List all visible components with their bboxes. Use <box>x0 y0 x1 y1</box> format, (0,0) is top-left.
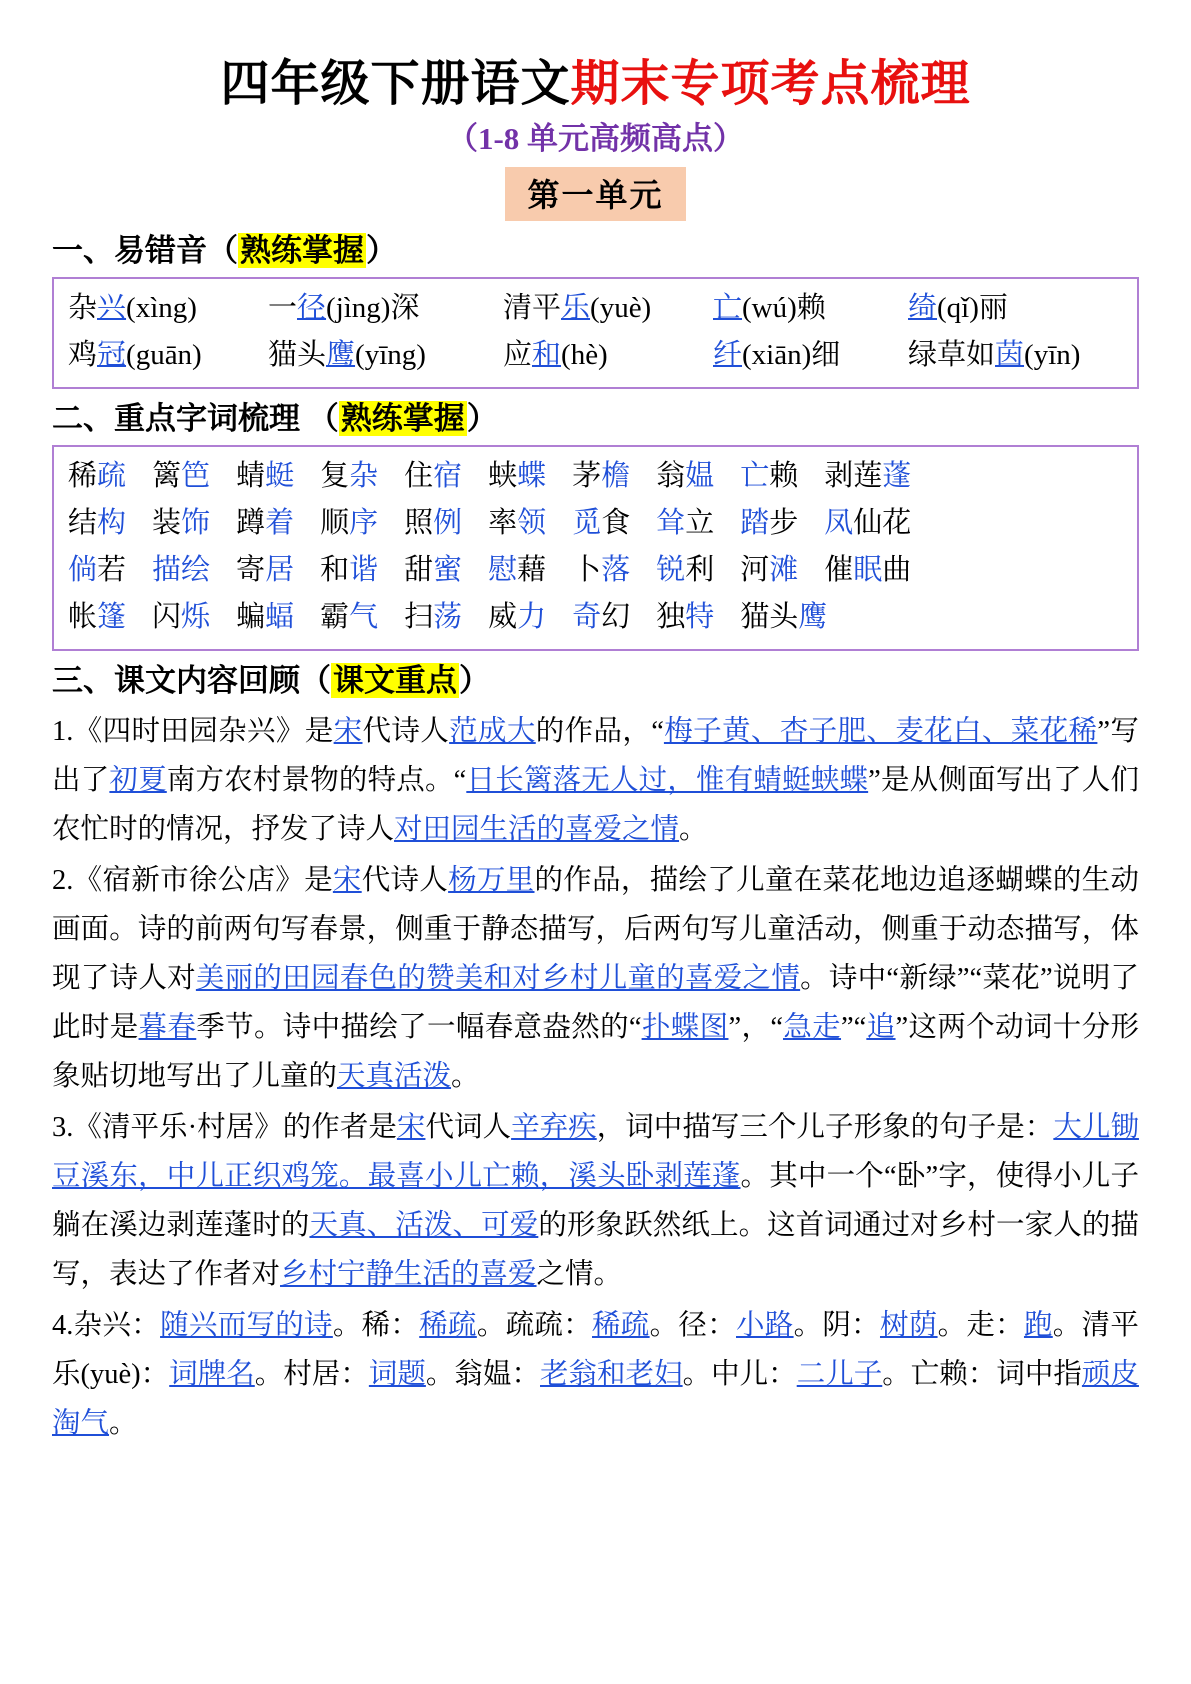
vocabulary-word <box>320 453 378 500</box>
word-char-black-tail: 幻 <box>601 600 631 633</box>
answer-text: 初夏 <box>109 765 167 797</box>
word-char-black: 霸 <box>320 600 350 633</box>
vocabulary-row <box>68 500 1127 547</box>
body-text: 。走： <box>937 1310 1024 1342</box>
vocabulary-word <box>152 594 210 641</box>
review-number: 2. <box>52 865 74 897</box>
answer-text: 宋 <box>333 716 363 748</box>
body-text: ，词中描写三个儿子形象的句子是： <box>596 1112 1054 1144</box>
word-char-blue: 疏 <box>97 460 127 493</box>
word-char-black: 装 <box>152 507 182 540</box>
answer-text: 宋 <box>396 1112 426 1144</box>
word-char-blue: 力 <box>517 600 547 633</box>
answer-text: 小路 <box>736 1310 794 1342</box>
answer-text: 急走 <box>782 1012 842 1044</box>
vocabulary-word <box>320 594 378 641</box>
pinyin-reading: (jìng) <box>326 291 391 324</box>
word-char-blue: 蓬 <box>882 460 912 493</box>
word-char-black: 蜻 <box>236 460 266 493</box>
body-text: 。 <box>109 1408 138 1440</box>
vocabulary-word <box>236 547 294 594</box>
answer-text: 顽皮淘气 <box>52 1359 1139 1440</box>
vocabulary-word <box>572 453 630 500</box>
pinyin-reading: (yīng) <box>355 338 426 371</box>
word-char-blue: 例 <box>433 507 463 540</box>
word-char-blue: 奇 <box>572 600 602 633</box>
word-char-blue: 特 <box>685 600 715 633</box>
section-3-tail: ） <box>459 662 490 698</box>
word-char-blue: 慰 <box>488 553 518 586</box>
word-char-blue: 蝠 <box>265 600 295 633</box>
word-char-black: 卜 <box>572 553 602 586</box>
pinyin-suffix: 深 <box>390 291 420 324</box>
word-char-blue: 蜜 <box>433 553 463 586</box>
word-char-blue: 滩 <box>769 553 799 586</box>
section-1-tail: ） <box>366 232 397 268</box>
vocabulary-word <box>236 453 294 500</box>
body-text: 。 <box>451 1061 480 1093</box>
page-subtitle: （1-8 单元高频高点） <box>446 120 745 156</box>
section-heading-2 <box>52 399 1139 439</box>
vocabulary-word <box>656 500 714 547</box>
answer-text: 梅子黄、杏子肥、麦花白、菜花稀 <box>663 716 1098 748</box>
answer-text: 词题 <box>368 1359 426 1391</box>
word-char-black: 闪 <box>152 600 182 633</box>
pinyin-prefix: 绿草如 <box>908 338 996 371</box>
vocabulary-word <box>656 594 714 641</box>
word-char-black: 率 <box>488 507 518 540</box>
vocabulary-word <box>740 594 827 641</box>
vocabulary-word <box>152 500 210 547</box>
answer-text: 天真、活泼、可爱 <box>309 1210 539 1242</box>
answer-text: 扑蝶图 <box>641 1012 729 1044</box>
section-1-title: 易错音（ <box>114 232 238 268</box>
word-char-black-tail: 仙花 <box>853 507 912 540</box>
word-char-black: 蝙 <box>236 600 266 633</box>
section-1-number: 一、 <box>52 232 114 268</box>
vocabulary-word <box>572 547 630 594</box>
body-text: 南方农村景物的特点。“ <box>166 765 467 797</box>
word-char-black: 寄 <box>236 553 266 586</box>
answer-text: 美丽的田园春色的赞美和对乡村儿童的喜爱之情 <box>195 963 801 995</box>
body-text: ”“ <box>841 1012 867 1044</box>
word-char-black: 复 <box>320 460 350 493</box>
body-text: ”，“ <box>728 1012 783 1044</box>
vocabulary-row <box>68 547 1127 594</box>
pinyin-reading: (qǐ) <box>937 291 979 324</box>
section-3-number: 三、 <box>52 662 114 698</box>
review-number: 1. <box>52 716 74 748</box>
word-char-blue: 蜓 <box>265 460 295 493</box>
answer-text: 追 <box>866 1012 896 1044</box>
vocabulary-word <box>740 547 798 594</box>
body-text: ”这两个动词十分形象贴切地写出了儿童的 <box>52 1012 1139 1093</box>
word-char-black-tail: 若 <box>97 553 127 586</box>
pinyin-entry <box>268 332 503 379</box>
word-char-black-tail: 赖 <box>769 460 799 493</box>
body-text: 。中儿： <box>682 1359 797 1391</box>
section-3-title: 课文内容回顾（ <box>114 662 331 698</box>
word-char-blue: 领 <box>517 507 547 540</box>
word-char-black: 甜 <box>404 553 434 586</box>
vocabulary-word <box>404 453 462 500</box>
pinyin-row <box>68 332 1127 379</box>
word-char-black: 扫 <box>404 600 434 633</box>
body-text: 《四时田园杂兴》是 <box>73 716 334 748</box>
content-review-list <box>52 707 1139 1448</box>
vocabulary-word <box>488 594 546 641</box>
word-char-black: 篱 <box>152 460 182 493</box>
review-paragraph <box>52 707 1139 854</box>
vocabulary-word <box>236 594 294 641</box>
pinyin-entry <box>268 285 503 332</box>
word-char-black: 蹲 <box>236 507 266 540</box>
pinyin-row <box>68 285 1127 332</box>
answer-text: 暮春 <box>138 1012 197 1044</box>
word-char-black-tail: 步 <box>769 507 799 540</box>
pinyin-suffix: 丽 <box>978 291 1008 324</box>
body-text: 。 <box>679 814 708 846</box>
word-char-black: 蛱 <box>488 460 518 493</box>
answer-text: 范成大 <box>449 716 536 748</box>
word-char-black: 猫头 <box>740 600 799 633</box>
unit-badge-container <box>52 167 1139 221</box>
word-char-black: 稀 <box>68 460 98 493</box>
word-char-black: 住 <box>404 460 434 493</box>
vocabulary-word <box>740 453 798 500</box>
word-char-blue: 觅 <box>572 507 602 540</box>
pinyin-prefix: 清平 <box>503 291 562 324</box>
pinyin-table <box>52 277 1139 389</box>
word-char-blue: 倘 <box>68 553 98 586</box>
section-2-highlight: 熟练掌握 <box>340 400 465 436</box>
section-2-number: 二、 <box>52 400 114 436</box>
pinyin-reading: (wú) <box>742 291 797 324</box>
answer-text: 跑 <box>1023 1310 1053 1342</box>
vocabulary-word <box>572 500 630 547</box>
body-text: 代诗人 <box>362 716 450 748</box>
review-paragraph <box>52 856 1139 1101</box>
body-text: 《宿新市徐公店》是 <box>73 865 333 897</box>
pinyin-key-char: 乐 <box>561 291 591 324</box>
section-heading-1 <box>52 231 1139 271</box>
answer-text: 天真活泼 <box>337 1061 452 1093</box>
word-char-blue: 媪 <box>685 460 715 493</box>
word-char-blue: 宿 <box>433 460 463 493</box>
answer-text: 随兴而写的诗 <box>160 1310 333 1342</box>
pinyin-entry <box>908 285 1127 332</box>
word-char-blue: 饰 <box>181 507 211 540</box>
body-text: 杂兴： <box>73 1310 161 1342</box>
word-char-black: 河 <box>740 553 770 586</box>
pinyin-prefix: 鸡 <box>68 338 98 371</box>
answer-text: 稀疏 <box>419 1310 477 1342</box>
vocabulary-word <box>404 594 462 641</box>
word-char-blue: 檐 <box>601 460 631 493</box>
page-title <box>52 54 1139 114</box>
word-char-blue: 锐 <box>656 553 686 586</box>
pinyin-entry <box>713 332 908 379</box>
word-char-blue: 序 <box>349 507 379 540</box>
vocabulary-word <box>656 453 714 500</box>
vocabulary-word <box>68 547 126 594</box>
section-2-tail: ） <box>466 400 498 436</box>
page-title-red: 期末专项考点梳理 <box>570 56 971 111</box>
answer-text: 稀疏 <box>592 1310 650 1342</box>
pinyin-reading: (yuè) <box>590 291 652 324</box>
unit-badge: 第一单元 <box>505 167 685 221</box>
body-text: 的作品，“ <box>535 716 664 748</box>
word-char-blue: 蝶 <box>517 460 547 493</box>
vocabulary-word <box>152 547 210 594</box>
pinyin-key-char: 鹰 <box>326 338 356 371</box>
answer-text: 乡村宁静生活的喜爱 <box>280 1259 537 1291</box>
word-char-blue: 笆 <box>181 460 211 493</box>
body-text: 的作品，描绘了儿童在菜花地边追逐蝴蝶的生动画面。诗的前两句写春景，侧重于静态描写，后两句写儿童活动，侧重于动态描写，体现了诗人对 <box>52 865 1139 995</box>
word-char-black: 茅 <box>572 460 602 493</box>
word-char-blue: 凤 <box>824 507 854 540</box>
word-char-blue: 谐 <box>349 553 379 586</box>
pinyin-prefix: 一 <box>268 291 298 324</box>
review-paragraph <box>52 1301 1139 1448</box>
vocabulary-word <box>68 500 126 547</box>
pinyin-prefix: 猫头 <box>268 338 327 371</box>
vocabulary-word <box>488 453 546 500</box>
body-text: ”写出了 <box>52 716 1139 797</box>
section-2-title: 重点字词梳理 （ <box>114 400 339 436</box>
word-char-black-tail: 立 <box>685 507 715 540</box>
answer-text: 词牌名 <box>169 1359 255 1391</box>
body-text: 。亡赖：词中指 <box>882 1359 1082 1391</box>
word-char-blue: 荡 <box>433 600 463 633</box>
word-char-blue: 居 <box>265 553 295 586</box>
word-char-blue: 描绘 <box>152 553 211 586</box>
pinyin-entry <box>68 285 268 332</box>
word-char-black: 剥莲 <box>824 460 883 493</box>
pinyin-key-char: 冠 <box>97 338 127 371</box>
pinyin-reading: (guān) <box>126 338 202 371</box>
body-text: 的形象跃然纸上。这首词通过对乡村一家人的描写，表达了作者对 <box>52 1210 1139 1291</box>
vocabulary-word <box>824 547 911 594</box>
body-text: 季节。诗中描绘了一幅春意盎然的“ <box>196 1012 642 1044</box>
vocabulary-word <box>740 500 798 547</box>
body-text: 。其中一个“卧”字，使得小儿子躺在溪边剥莲蓬时的 <box>52 1161 1139 1242</box>
pinyin-key-char: 亡 <box>713 291 743 324</box>
pinyin-key-char: 绮 <box>908 291 938 324</box>
body-text: 。疏疏： <box>476 1310 593 1342</box>
body-text: 。村居： <box>254 1359 369 1391</box>
word-char-blue: 踏 <box>740 507 770 540</box>
answer-text: 老翁和老妇 <box>540 1359 683 1391</box>
body-text: ”是从侧面写出了人们农忙时的情况，抒发了诗人 <box>52 765 1139 846</box>
vocabulary-word <box>824 453 911 500</box>
word-char-black-tail: 曲 <box>882 553 912 586</box>
word-char-black: 和 <box>320 553 350 586</box>
word-char-black: 翁 <box>656 460 686 493</box>
vocabulary-word <box>320 547 378 594</box>
body-text: 。诗中“新绿”“菜花”说明了此时是 <box>52 963 1139 1044</box>
word-char-black: 结 <box>68 507 98 540</box>
word-char-black: 帐 <box>68 600 98 633</box>
vocabulary-word <box>236 500 294 547</box>
body-text: 之情。 <box>536 1259 623 1291</box>
vocabulary-word <box>152 453 210 500</box>
word-char-blue: 耸 <box>656 507 686 540</box>
vocabulary-word <box>488 547 546 594</box>
answer-text: 大儿锄豆溪东，中儿正织鸡笼。最喜小儿亡赖，溪头卧剥莲蓬 <box>52 1112 1139 1193</box>
vocabulary-word <box>488 500 546 547</box>
vocabulary-word <box>824 500 911 547</box>
pinyin-entry <box>908 332 1127 379</box>
answer-text: 杨万里 <box>448 865 535 897</box>
vocabulary-word <box>68 594 126 641</box>
body-text: 。径： <box>649 1310 736 1342</box>
word-char-black: 威 <box>488 600 518 633</box>
word-char-blue: 烁 <box>181 600 211 633</box>
pinyin-reading: (xiān) <box>742 338 812 371</box>
answer-text: 二儿子 <box>796 1359 883 1391</box>
review-paragraph <box>52 1103 1139 1299</box>
answer-text: 辛弃疾 <box>511 1112 597 1144</box>
word-char-black: 催 <box>824 553 854 586</box>
review-number: 3. <box>52 1112 74 1144</box>
vocabulary-word <box>572 594 630 641</box>
pinyin-key-char: 径 <box>297 291 327 324</box>
pinyin-reading: (hè) <box>561 338 608 371</box>
vocabulary-word <box>320 500 378 547</box>
pinyin-key-char: 和 <box>532 338 562 371</box>
body-text: 《清平乐·村居》的作者是 <box>73 1112 397 1144</box>
pinyin-key-char: 纤 <box>713 338 743 371</box>
body-text: 。阴： <box>793 1310 880 1342</box>
pinyin-key-char: 茵 <box>995 338 1025 371</box>
pinyin-reading: (yīn) <box>1024 338 1081 371</box>
word-char-blue: 着 <box>265 507 295 540</box>
vocabulary-row <box>68 594 1127 641</box>
word-char-black: 顺 <box>320 507 350 540</box>
word-char-black: 照 <box>404 507 434 540</box>
body-text: 。清平乐(yuè)： <box>52 1310 1139 1391</box>
word-char-blue: 眠 <box>853 553 883 586</box>
section-3-highlight: 课文重点 <box>333 662 457 698</box>
body-text: 代诗人 <box>361 865 449 897</box>
body-text: 代词人 <box>425 1112 512 1144</box>
section-1-highlight: 熟练掌握 <box>240 232 364 268</box>
pinyin-suffix: 赖 <box>796 291 826 324</box>
answer-text: 日长篱落无人过，惟有蜻蜓蛱蝶 <box>466 765 869 797</box>
page-title-black: 四年级下册语文 <box>220 56 571 111</box>
word-char-blue: 鹰 <box>798 600 828 633</box>
vocabulary-table <box>52 445 1139 651</box>
pinyin-reading: (xìng) <box>126 291 197 324</box>
pinyin-key-char: 兴 <box>97 291 127 324</box>
review-number: 4. <box>52 1310 74 1342</box>
vocabulary-word <box>656 547 714 594</box>
pinyin-prefix: 杂 <box>68 291 98 324</box>
pinyin-entry <box>68 332 268 379</box>
vocabulary-word <box>404 547 462 594</box>
vocabulary-row <box>68 453 1127 500</box>
answer-text: 树荫 <box>879 1310 938 1342</box>
word-char-blue: 亡 <box>740 460 770 493</box>
pinyin-entry <box>503 332 713 379</box>
answer-text: 宋 <box>332 865 362 897</box>
word-char-black-tail: 食 <box>601 507 631 540</box>
body-text: 。稀： <box>332 1310 420 1342</box>
word-char-blue: 构 <box>97 507 127 540</box>
answer-text: 对田园生活的喜爱之情 <box>394 814 680 846</box>
word-char-black-tail: 藉 <box>517 553 547 586</box>
section-heading-3 <box>52 661 1139 701</box>
word-char-blue: 落 <box>601 553 631 586</box>
pinyin-entry <box>503 285 713 332</box>
pinyin-prefix: 应 <box>503 338 533 371</box>
vocabulary-word <box>404 500 462 547</box>
word-char-black: 独 <box>656 600 686 633</box>
word-char-blue: 气 <box>349 600 379 633</box>
vocabulary-word <box>68 453 126 500</box>
word-char-blue: 杂 <box>349 460 379 493</box>
word-char-black-tail: 利 <box>685 553 715 586</box>
body-text: 。翁媪： <box>425 1359 540 1391</box>
pinyin-suffix: 细 <box>811 338 841 371</box>
word-char-blue: 篷 <box>97 600 127 633</box>
pinyin-entry <box>713 285 908 332</box>
